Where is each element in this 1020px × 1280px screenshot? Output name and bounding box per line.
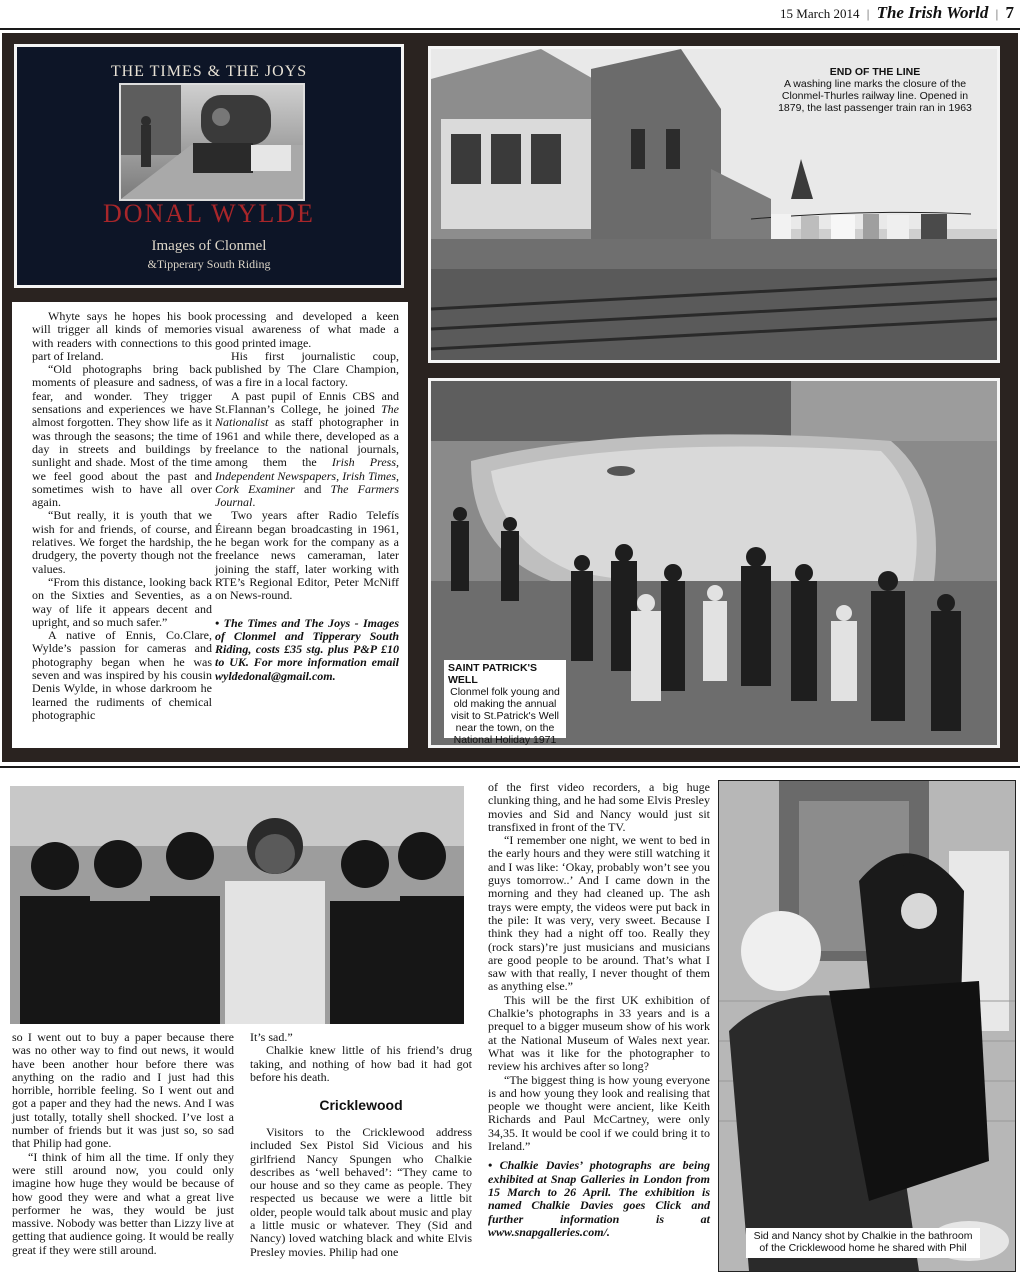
lower-article-column-2b xyxy=(250,1126,472,1259)
issue-date: 15 March 2014 xyxy=(780,6,860,21)
article-paragraph: A native of Ennis, Co.Clare, Wylde’s passion for cameras and photography began when he was seven and was inspired by his cousin Denis Wylde, in whose darkroom he learned the rudiments of chemical photographic xyxy=(32,628,212,722)
header-separator: | xyxy=(995,6,999,21)
book-subtitle-secondary: &Tipperary South Riding xyxy=(147,257,271,271)
article-column-1 xyxy=(32,310,212,722)
article-paragraph: This will be the first UK exhibition of Chalkie’s photographs in 33 years and is a prequel to a bigger museum show of his work at the National Museum of Wales next year. What was it like for the photographer to review his archives after so long? xyxy=(488,992,710,1074)
caption-title: END OF THE LINE xyxy=(829,66,921,78)
book-cover xyxy=(14,44,404,288)
header-separator: | xyxy=(866,6,870,21)
article-paragraph: His first journalistic coup, published by The Clare Champion, was a fire in a local factory. xyxy=(215,348,399,390)
article-paragraph: “I remember one night, we went to bed in the early hours and they were still watching it and I was like: ‘Okay, probably won’t see you guys tomorrow..’ And I came down in the morning and they had cleaned up. The ash trays were empty, the videos were put back in the pile: It was very, very sweet. Because I think they had a night off too. Really they (rock stars)’re just musicians and musicians are good people to be around. That’s what I saw with that really, I never thought of them as anything else.” xyxy=(488,833,710,994)
band-photo xyxy=(10,786,464,1024)
section-divider xyxy=(0,766,1020,768)
caption-text: Sid and Nancy shot by Chalkie in the bathroom of the Cricklewood home he shared with Phil xyxy=(753,1230,973,1254)
caption-title: SAINT PATRICK'S WELL xyxy=(448,662,538,686)
article-paragraph: Visitors to the Cricklewood address included Sex Pistol Sid Vicious and his girlfriend Nancy Spungen who Chalkie describes as ‘well behaved’: “They came to our house and so they came as people. They respected us because we were a little bit older, people would talk about music and play a little music or whatever. They (Sid and Nancy) loved watching black and white Elvis Presley movies. Philip had one xyxy=(250,1125,472,1259)
railway-caption xyxy=(770,64,980,120)
article-paragraph: processing and developed a keen visual awareness of what made a good printed image. xyxy=(215,309,399,350)
sid-and-nancy-photo xyxy=(718,780,1016,1272)
lower-article-column-3 xyxy=(488,781,710,1239)
caption-text: Clonmel folk young and old making the annual visit to St.Patrick's Well near the town, on the National Holiday 1971 xyxy=(450,686,560,746)
upper-article xyxy=(12,302,408,748)
article-paragraph: Chalkie knew little of his friend’s drug taking, and nothing of how bad it had got before his death. xyxy=(250,1043,472,1084)
article-paragraph: “But really, it is youth that we wish for and friends, of course, and relatives. We forget the hardship, the drudgery, the poverty though not the values. xyxy=(32,508,212,576)
book-purchase-info: • The Times and The Joys - Images of Clonmel and Tipperary South Riding, costs £35 stg. plus P&P £10 to UK. For more information email wyldedonal@gmail.com. xyxy=(215,615,399,683)
well-caption xyxy=(444,660,566,746)
book-series-title: THE TIMES & THE JOYS xyxy=(110,63,308,80)
exhibition-info: • Chalkie Davies’ photographs are being exhibited at Snap Galleries in London from 15 March to 26 April. The exhibition is named Chalkie Davies goes Click and further information is at www.snapgalleries.com/. xyxy=(488,1158,710,1239)
page-number: 7 xyxy=(1005,3,1014,22)
lower-article-column-1 xyxy=(12,1031,234,1257)
article-paragraph: “The biggest thing is how young everyone is and how young they look and realising that people we thought were ancient, like Keith Richards and Paul McCartney, were only 34,35. It would be cool if we could bring it to Ireland.” xyxy=(488,1072,710,1154)
caption-text: A washing line marks the closure of the Clonmel-Thurles railway line. Opened in 1879, the last passenger train ran in 1963 xyxy=(778,78,972,114)
publication-name: The Irish World xyxy=(876,3,989,22)
book-subtitle: Images of Clonmel xyxy=(151,238,267,254)
page-header xyxy=(0,0,1020,30)
book-cover-photo xyxy=(119,83,305,201)
article-paragraph: so I went out to buy a paper because there was no other way to find out news, it would have been another hour before there was anything on the radio and I just had this horrible, horrible feeling. So I went out and got a paper and they had the news. And I was just totally, totally shell shocked. I’ve lost a number of friends but it was just so, so sad that Philip had gone. xyxy=(12,1030,234,1151)
article-paragraph: It’s sad.” xyxy=(250,1030,293,1044)
section-subheading: Cricklewood xyxy=(319,1097,403,1113)
article-paragraph: Two years after Radio Telefís Éireann began broadcasting in 1961, he began work for the company as a freelance news cameraman, later joining the staff, later working with RTE’s Regional Editor, Peter McNiff on News-round. xyxy=(215,508,399,603)
article-paragraph: “From this distance, looking back on the Sixties and Seventies, as a way of life it appears decent and upright, and so much safer.” xyxy=(32,574,212,629)
lower-article-column-2 xyxy=(250,1031,472,1084)
book-author: DONAL WYLDE xyxy=(103,199,315,228)
article-paragraph: “I think of him all the time. If only they were still around now, you could only imagine how huge they would be because of how good they were and what a great live performer he was, they would be just massive. Nobody was better than Lizzy live at getting that audience going. It would be really great if they were still around. xyxy=(12,1149,234,1257)
article-paragraph: Whyte says he hopes his book will trigger all kinds of memories with readers with connections to this part of Ireland. xyxy=(32,309,212,363)
article-paragraph: A past pupil of Ennis CBS and St.Flannan’s College, he joined The Nationalist as staff photographer in 1961 and while there, developed as a freelance to the national journals, among them the Irish Press, Independent Newspapers, Irish Times, Cork Examiner and The Farmers Journal. xyxy=(215,388,399,510)
sid-nancy-caption xyxy=(746,1228,980,1258)
article-paragraph: “Old photographs bring back moments of pleasure and sadness, of fear, and wonder. They trigger sensations and experiences we have almost forgotten. They show life as it was through the seasons; the time of day in streets and buildings by sunlight and shade. Most of the time we feel good about the past and sometimes wish to have all over again. xyxy=(32,362,212,510)
article-paragraph: of the first video recorders, a big huge clunking thing, and he had some Elvis Presley movies and Sid and Nancy would just sit transfixed in front of the TV. xyxy=(488,780,710,834)
article-column-2 xyxy=(215,310,399,683)
